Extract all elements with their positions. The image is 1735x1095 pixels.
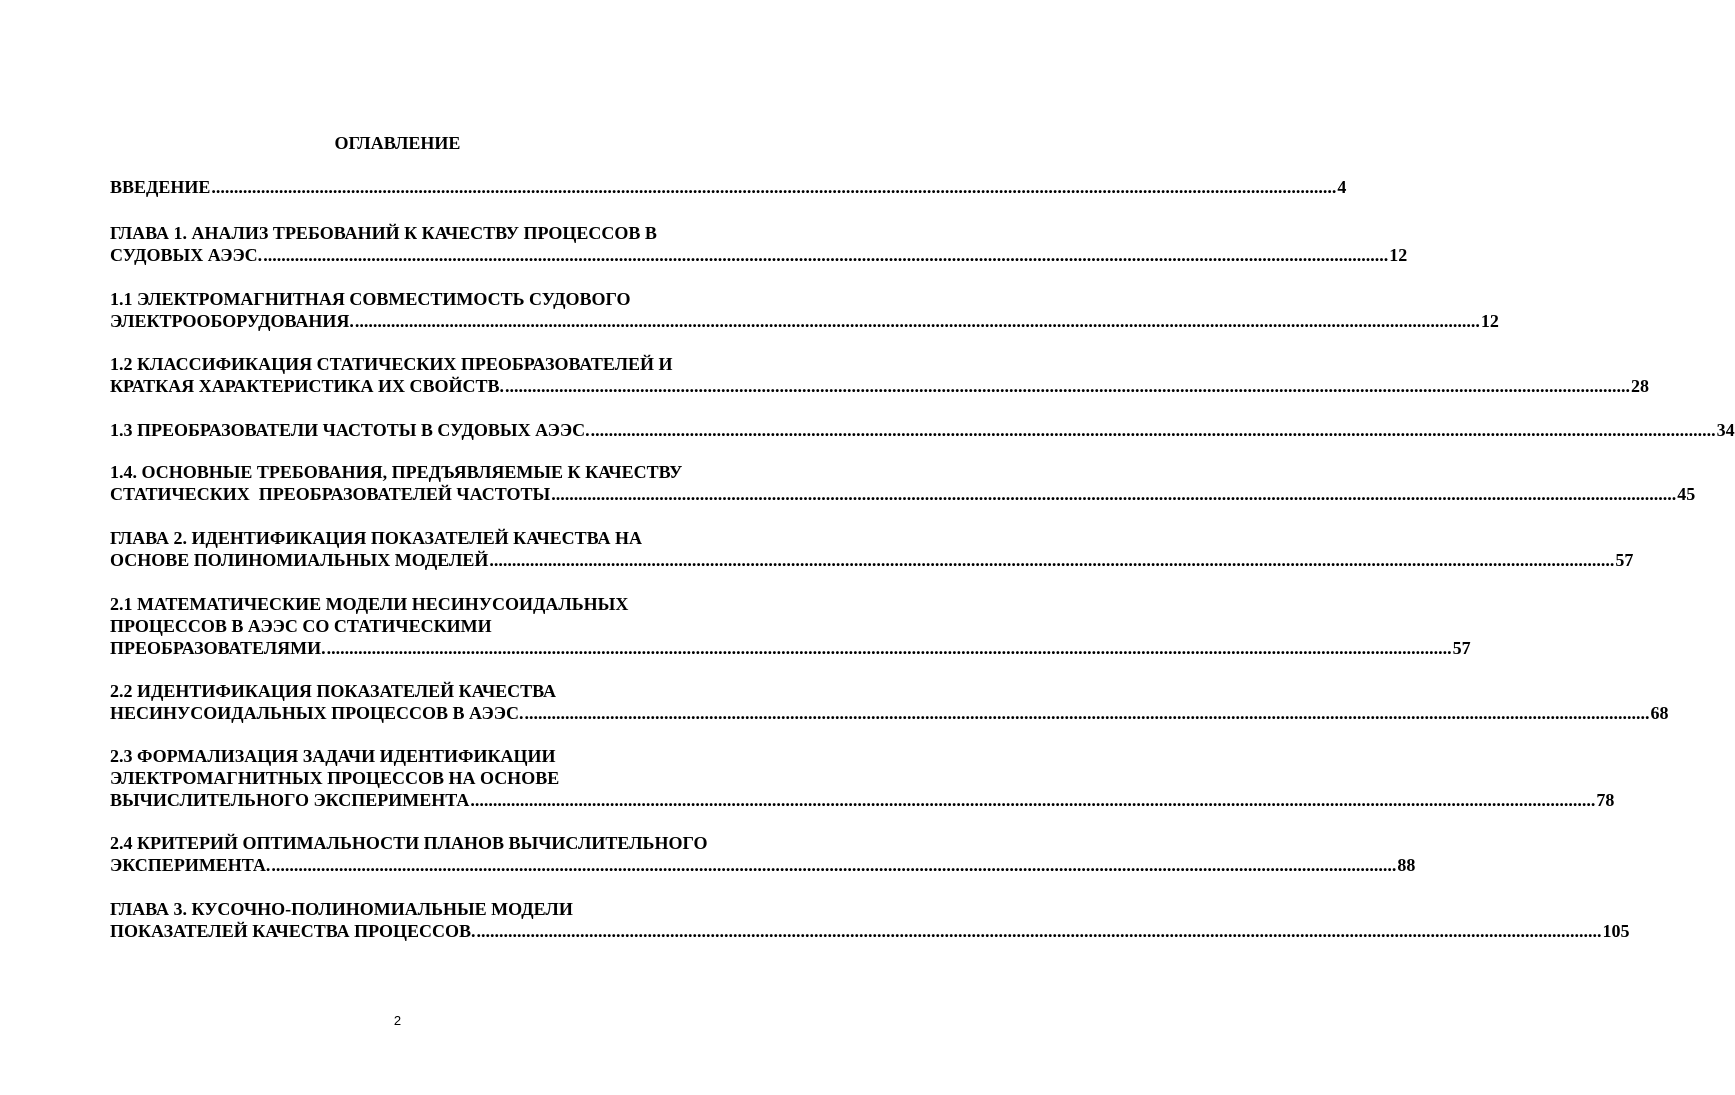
toc-page-number: 88 (1397, 855, 1416, 875)
toc-page-number: 12 (1389, 245, 1408, 265)
toc-entry-section-1-3[interactable] (110, 419, 1735, 441)
toc-entry-title: НЕСИНУСОИДАЛЬНЫХ ПРОЦЕССОВ В АЭЭС. (110, 703, 524, 723)
toc-entry-title-line: 2.2 ИДЕНТИФИКАЦИЯ ПОКАЗАТЕЛЕЙ КАЧЕСТВА (110, 681, 557, 701)
toc-entry-line (110, 483, 1696, 505)
toc-entry-title: КРАТКАЯ ХАРАКТЕРИСТИКА ИХ СВОЙСТВ. (110, 376, 505, 396)
toc-entry-title-line: ГЛАВА 2. ИДЕНТИФИКАЦИЯ ПОКАЗАТЕЛЕЙ КАЧЕСТВА НА (110, 528, 643, 548)
toc-entry-title-line: ГЛАВА 1. АНАЛИЗ ТРЕБОВАНИЙ К КАЧЕСТВУ ПРОЦЕССОВ В (110, 223, 657, 243)
dot-leader: .......................................................................................................................................................................................................................................................... (524, 703, 1650, 723)
toc-page-number: 45 (1677, 484, 1696, 504)
dot-leader: .......................................................................................................................................................................................................................................................... (476, 921, 1602, 941)
toc-entry-title: СУДОВЫХ АЭЭС. (110, 245, 263, 265)
toc-entry-title: ЭЛЕКТРООБОРУДОВАНИЯ. (110, 311, 354, 331)
toc-entry-title: ЭКСПЕРИМЕНТА. (110, 855, 271, 875)
dot-leader: .......................................................................................................................................................................................................................................................... (590, 420, 1716, 440)
toc-entry-introduction[interactable] (110, 176, 1347, 198)
toc-entry-line (110, 637, 1471, 659)
toc-page-number: 57 (1615, 550, 1634, 570)
toc-entry-title-line: 2.4 КРИТЕРИЙ ОПТИМАЛЬНОСТИ ПЛАНОВ ВЫЧИСЛИТЕЛЬНОГО (110, 833, 708, 853)
dot-leader: .......................................................................................................................................................................................................................................................... (489, 550, 1615, 570)
dot-leader: .......................................................................................................................................................................................................................................................... (470, 790, 1596, 810)
dot-leader: .......................................................................................................................................................................................................................................................... (505, 376, 1631, 396)
toc-entry-title-line: ПРОЦЕССОВ В АЭЭС СО СТАТИЧЕСКИМИ (110, 616, 492, 636)
dot-leader: .......................................................................................................................................................................................................................................................... (271, 855, 1397, 875)
toc-entry-section-2-4[interactable] (110, 832, 1416, 876)
toc-entry-line (110, 244, 1408, 266)
toc-entry-title: СТАТИЧЕСКИХ ПРЕОБРАЗОВАТЕЛЕЙ ЧАСТОТЫ (110, 484, 551, 504)
toc-entry-title-line: 2.1 МАТЕМАТИЧЕСКИЕ МОДЕЛИ НЕСИНУСОИДАЛЬНЫХ (110, 594, 629, 614)
toc-page-number: 28 (1631, 376, 1650, 396)
toc-entry-section-2-3[interactable] (110, 745, 1615, 811)
toc-entry-title-line: 2.3 ФОРМАЛИЗАЦИЯ ЗАДАЧИ ИДЕНТИФИКАЦИИ (110, 746, 556, 766)
toc-entry-line (110, 789, 1615, 811)
toc-entry-line (110, 920, 1630, 942)
toc-page-number: 34 (1716, 420, 1735, 440)
toc-entry-title: ПОКАЗАТЕЛЕЙ КАЧЕСТВА ПРОЦЕССОВ. (110, 921, 476, 941)
dot-leader: .......................................................................................................................................................................................................................................................... (263, 245, 1389, 265)
toc-entry-title-line: 1.2 КЛАССИФИКАЦИЯ СТАТИЧЕСКИХ ПРЕОБРАЗОВАТЕЛЕЙ И (110, 354, 673, 374)
toc-entry-chapter-3[interactable] (110, 898, 1630, 942)
page-title: ОГЛАВЛЕНИЕ (334, 133, 461, 153)
toc-entry-section-1-2[interactable] (110, 353, 1650, 397)
toc-entry-title: ПРЕОБРАЗОВАТЕЛЯМИ. (110, 638, 326, 658)
toc-entry-title-line: ГЛАВА 3. КУСОЧНО-ПОЛИНОМИАЛЬНЫЕ МОДЕЛИ (110, 899, 573, 919)
toc-entry-line (110, 375, 1650, 397)
toc-entry-title-line: 1.1 ЭЛЕКТРОМАГНИТНАЯ СОВМЕСТИМОСТЬ СУДОВОГО (110, 289, 631, 309)
toc-entry-chapter-1[interactable] (110, 222, 1408, 266)
dot-leader: .......................................................................................................................................................................................................................................................... (326, 638, 1452, 658)
dot-leader: .......................................................................................................................................................................................................................................................... (551, 484, 1677, 504)
toc-entry-section-1-4[interactable] (110, 461, 1696, 505)
dot-leader: .......................................................................................................................................................................................................................................................... (354, 311, 1480, 331)
toc-entry-line (110, 854, 1416, 876)
toc-page-number: 57 (1452, 638, 1471, 658)
toc-page-number: 4 (1337, 177, 1347, 197)
toc-entry-title: ОСНОВЕ ПОЛИНОМИАЛЬНЫХ МОДЕЛЕЙ (110, 550, 489, 570)
toc-page-number: 68 (1650, 703, 1669, 723)
toc-entry-title: ВЫЧИСЛИТЕЛЬНОГО ЭКСПЕРИМЕНТА (110, 790, 470, 810)
toc-entry-line (110, 419, 1735, 441)
page-number: 2 (393, 1013, 402, 1028)
toc-page-number: 78 (1596, 790, 1615, 810)
toc-entry-line (110, 702, 1669, 724)
toc-page-number: 12 (1480, 311, 1499, 331)
toc-entry-title: 1.3 ПРЕОБРАЗОВАТЕЛИ ЧАСТОТЫ В СУДОВЫХ АЭЭС. (110, 420, 590, 440)
toc-entry-section-2-2[interactable] (110, 680, 1669, 724)
toc-entry-title: ВВЕДЕНИЕ (110, 177, 211, 197)
toc-entry-title-line: ЭЛЕКТРОМАГНИТНЫХ ПРОЦЕССОВ НА ОСНОВЕ (110, 768, 560, 788)
toc-entry-title-line: 1.4. ОСНОВНЫЕ ТРЕБОВАНИЯ, ПРЕДЪЯВЛЯЕМЫЕ К КАЧЕСТВУ (110, 462, 683, 482)
toc-entry-line (110, 176, 1347, 198)
toc-entry-section-1-1[interactable] (110, 288, 1499, 332)
toc-entry-section-2-1[interactable] (110, 593, 1471, 659)
toc-entry-line (110, 310, 1499, 332)
dot-leader: .......................................................................................................................................................................................................................................................... (211, 177, 1337, 197)
toc-entry-chapter-2[interactable] (110, 527, 1634, 571)
toc-entry-line (110, 549, 1634, 571)
toc-page-number: 105 (1602, 921, 1630, 941)
